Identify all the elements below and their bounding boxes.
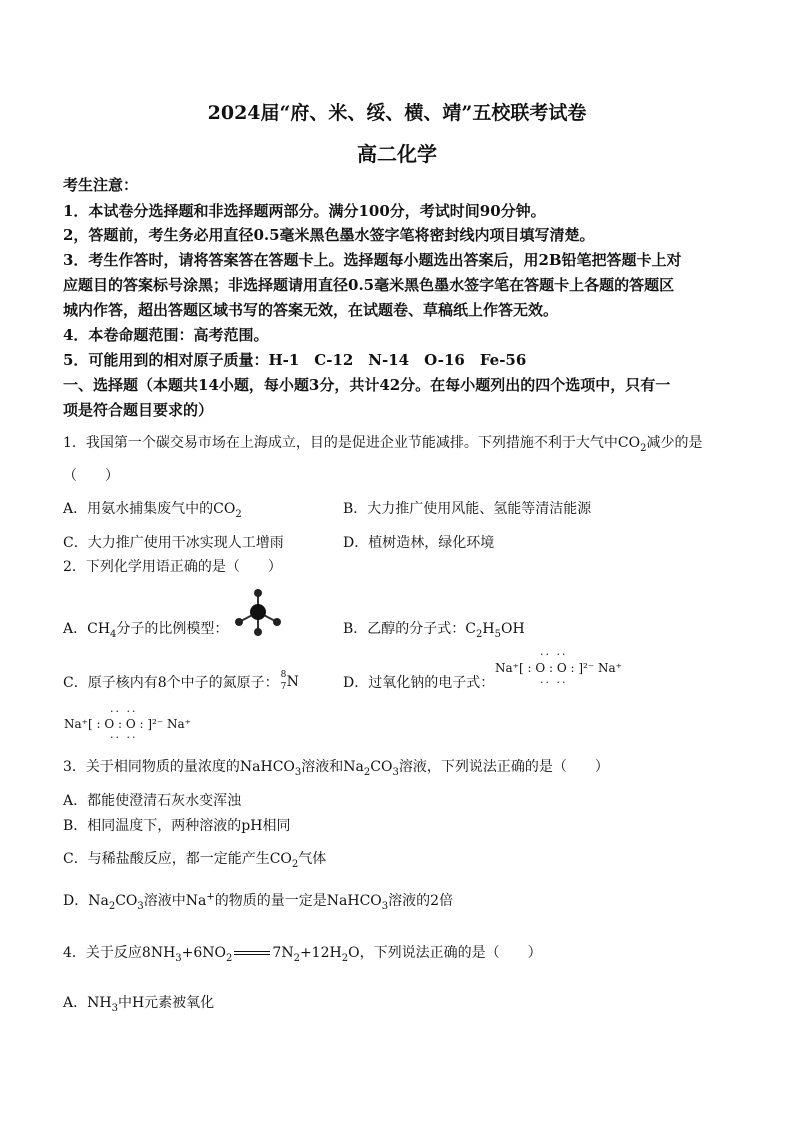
- notice-item: 应题目的答案标号涂黑；非选择题请用直径0.5毫米黑色墨水签字笔在答题卡上各题的答题区: [63, 276, 675, 294]
- notice-heading: 考生注意：: [63, 176, 139, 194]
- methane-model-icon: [230, 588, 286, 638]
- electron-dots-bottom: ·· ··: [110, 731, 138, 744]
- section-heading: 一、选择题（本题共14小题，每小题3分，共计42分。在每小题列出的四个选项中，只有一: [63, 376, 671, 394]
- electron-dots-bottom: ·· ··: [540, 676, 568, 689]
- q1-bracket: （ ）: [63, 468, 119, 484]
- electron-formula-d: Na⁺[ : O : O : ]²⁻ Na⁺: [495, 661, 622, 675]
- electron-formula-repeat: Na⁺[ : O : O : ]²⁻ Na⁺: [64, 717, 191, 731]
- q1-stem: 1．我国第一个碳交易市场在上海成立，目的是促进企业节能减排。下列措施不利于大气中$CO_2$减少的是: [63, 435, 703, 454]
- nuclide-symbol: 8 7 N: [280, 670, 299, 692]
- notice-item: 2，答题前，考生务必用直径0.5毫米黑色墨水签字笔将密封线内项目填写清楚。: [63, 226, 595, 244]
- q4-stem: 4．关于反应$8NH_3+6NO_2$ $7N_2+12H_2O$，下列说法正确的是（ ）: [63, 945, 542, 964]
- q3-stem: 3．关于相同物质的量浓度的NaHCO$_3$溶液和$Na_2CO_3$溶液，下列说法正确的是（ ）: [63, 759, 609, 778]
- q1-option-a: A．用氨水捕集废气中的$CO_2$: [63, 501, 242, 520]
- q1-option-d: D．植树造林，绿化环境: [343, 535, 495, 551]
- exam-title: 2024届“府、米、绥、横、靖”五校联考试卷: [207, 102, 587, 124]
- q3-option-b: B．相同温度下，两种溶液的pH相同: [63, 818, 291, 834]
- q2-option-d: D．过氧化钠的电子式：: [343, 675, 495, 691]
- notice-item: 5．可能用到的相对原子质量：H-1 C-12 N-14 O-16 Fe-56: [63, 351, 527, 369]
- notice-item: 4．本卷命题范围：高考范围。: [63, 326, 269, 344]
- notice-item: 3．考生作答时，请将答案答在答题卡上。选择题每小题选出答案后，用2B铅笔把答题卡上对: [63, 251, 682, 269]
- q3-option-d: D．$Na_2CO_3$溶液中Na+的物质的量一定是NaHCO$_3$溶液的2倍: [63, 891, 454, 912]
- q3-option-c: C．与稀盐酸反应，都一定能产生$CO_2$气体: [63, 851, 327, 870]
- section-heading-cont: 项是符合题目要求的）: [63, 401, 214, 419]
- q1-option-c: C．大力推广使用干冰实现人工增雨: [63, 535, 284, 551]
- q2-option-a: A．$CH_4$分子的比例模型：: [63, 621, 229, 640]
- notice-item: 城内作答，超出答题区域书写的答案无效，在试题卷、草稿纸上作答无效。: [63, 301, 559, 319]
- q2-stem: 2．下列化学用语正确的是（ ）: [63, 559, 282, 575]
- notice-item: 1．本试卷分选择题和非选择题两部分。满分100分，考试时间90分钟。: [63, 202, 546, 220]
- exam-subject: 高二化学: [357, 142, 437, 166]
- q4-option-a: A．$NH_3$中H元素被氧化: [63, 995, 215, 1014]
- electron-dots-top: ·· ··: [110, 705, 138, 718]
- q2-option-c: C．原子核内有8个中子的氮原子： 8 7 N: [63, 670, 299, 692]
- electron-dots-top: ·· ··: [540, 648, 568, 661]
- reaction-equals-sign: [234, 951, 270, 955]
- q1-option-b: B．大力推广使用风能、氢能等清洁能源: [343, 501, 592, 517]
- q3-option-a: A．都能使澄清石灰水变浑浊: [63, 793, 242, 809]
- q2-option-b: B．乙醇的分子式：$C_2H_5OH$: [343, 621, 525, 640]
